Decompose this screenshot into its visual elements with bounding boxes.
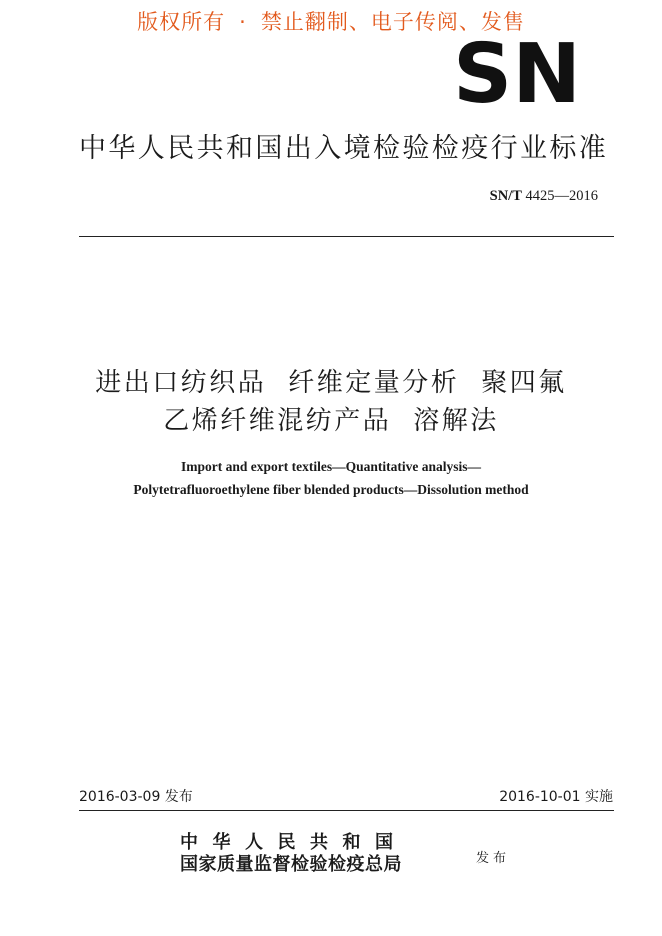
issuer-line2: 国家质量监督检验检疫总局 — [180, 854, 402, 875]
title-zh-line1 — [0, 362, 662, 399]
standard-code — [490, 188, 598, 205]
sn-logo — [452, 38, 582, 106]
title-en-line1: Import and export textiles—Quantitative analysis— — [181, 459, 481, 474]
copyright-notice — [0, 6, 662, 36]
issuer-line1: 中华人民共和国 — [180, 832, 408, 853]
copyright-right: 禁止翻制、电子传阅、发售 — [260, 10, 525, 34]
footer-divider — [79, 810, 614, 811]
copyright-left: 版权所有 — [137, 10, 226, 34]
copyright-dot: · — [239, 10, 247, 34]
title-zh-part-d: 乙烯纤维混纺产品 — [163, 406, 392, 436]
title-zh-part-b: 纤维定量分析 — [288, 368, 460, 398]
standard-code-prefix: SN/T — [489, 188, 522, 204]
title-zh-part-c: 聚四氟 — [481, 368, 567, 398]
title-en-line2: Polytetrafluoroethylene fiber blended products—Dissolution method — [133, 482, 529, 497]
issuer-action: 发布 — [476, 851, 511, 866]
header-divider — [79, 236, 614, 237]
standard-code-number: 4425—2016 — [525, 188, 598, 204]
issue-date: 2016-03-09 发布 — [79, 789, 193, 805]
standard-category: 中华人民共和国出入境检验检疫行业标准 — [79, 133, 609, 164]
title-zh-part-a: 进出口纺织品 — [95, 368, 267, 398]
effective-date: 2016-10-01 实施 — [499, 789, 613, 805]
title-zh-part-e: 溶解法 — [413, 406, 499, 436]
issuing-authority — [180, 832, 408, 876]
svg-text:SN: SN — [453, 38, 581, 106]
title-zh-line2 — [0, 400, 662, 437]
